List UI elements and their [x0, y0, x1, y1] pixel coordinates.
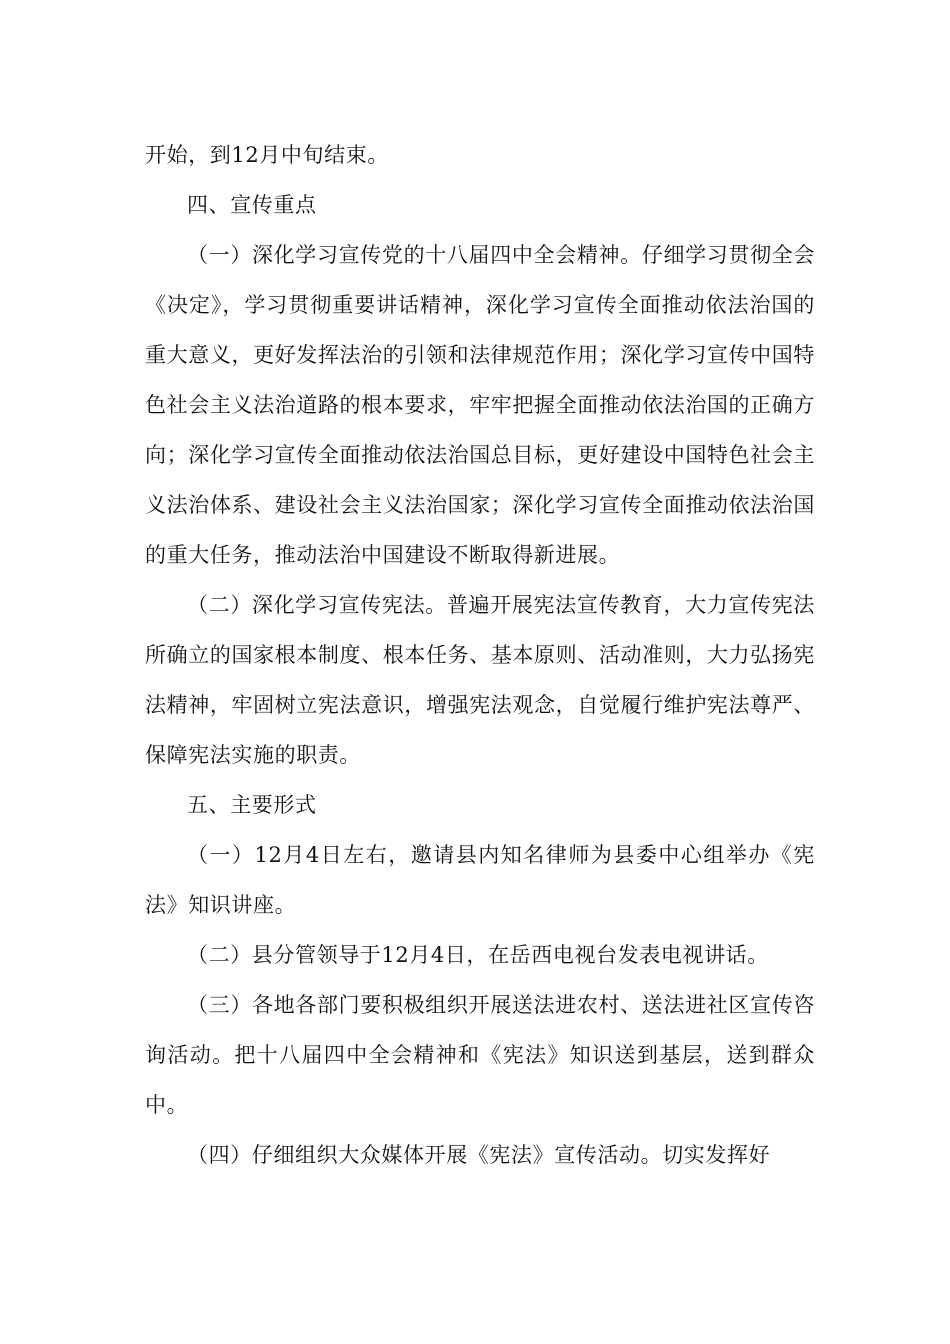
paragraph-outreach: （三）各地各部门要积极组织开展送法进农村、送法进社区宣传咨询活动。把十八届四中全会精神和《宪法》知识送到基层，送到群众中。	[145, 993, 815, 1117]
paragraph-media: （四）仔细组织大众媒体开展《宪法》宣传活动。切实发挥好	[187, 1143, 771, 1167]
paragraph-plenary-spirit: （一）深化学习宣传党的十八届四中全会精神。仔细学习贯彻全会《决定》，学习贯彻重要讲话精神，深化学习宣传全面推动依法治国的重大意义，更好发挥法治的引领和法律规范作用；深化学习宣传中国特色社会主义法治道路的根本要求，牢牢把握全面推动依法治国的正确方向；深化学习宣传全面推动依法治国总目标，更好建设中国特色社会主义法治体系、建设社会主义法治国家；深化学习宣传全面推动依法治国的重大任务，推动法治中国建设不断取得新进展。	[145, 243, 815, 567]
paragraph-constitution-study: （二）深化学习宣传宪法。普遍开展宪法宣传教育，大力宣传宪法所确立的国家根本制度、根本任务、基本原则、活动准则，大力弘扬宪法精神，牢固树立宪法意识，增强宪法观念，自觉履行维护宪法尊严、保障宪法实施的职责。	[145, 593, 815, 767]
document-page	[145, 130, 815, 1180]
paragraph-tv-speech: （二）县分管领导于12月4日，在岳西电视台发表电视讲话。	[187, 943, 769, 967]
paragraph-lecture: （一）12月4日左右，邀请县内知名律师为县委中心组举办《宪法》知识讲座。	[145, 843, 815, 917]
section-heading-main-forms: 五、主要形式	[187, 793, 317, 817]
paragraph-continuation: 开始，到12月中旬结束。	[145, 143, 389, 167]
section-heading-publicity-focus: 四、宣传重点	[187, 193, 317, 217]
